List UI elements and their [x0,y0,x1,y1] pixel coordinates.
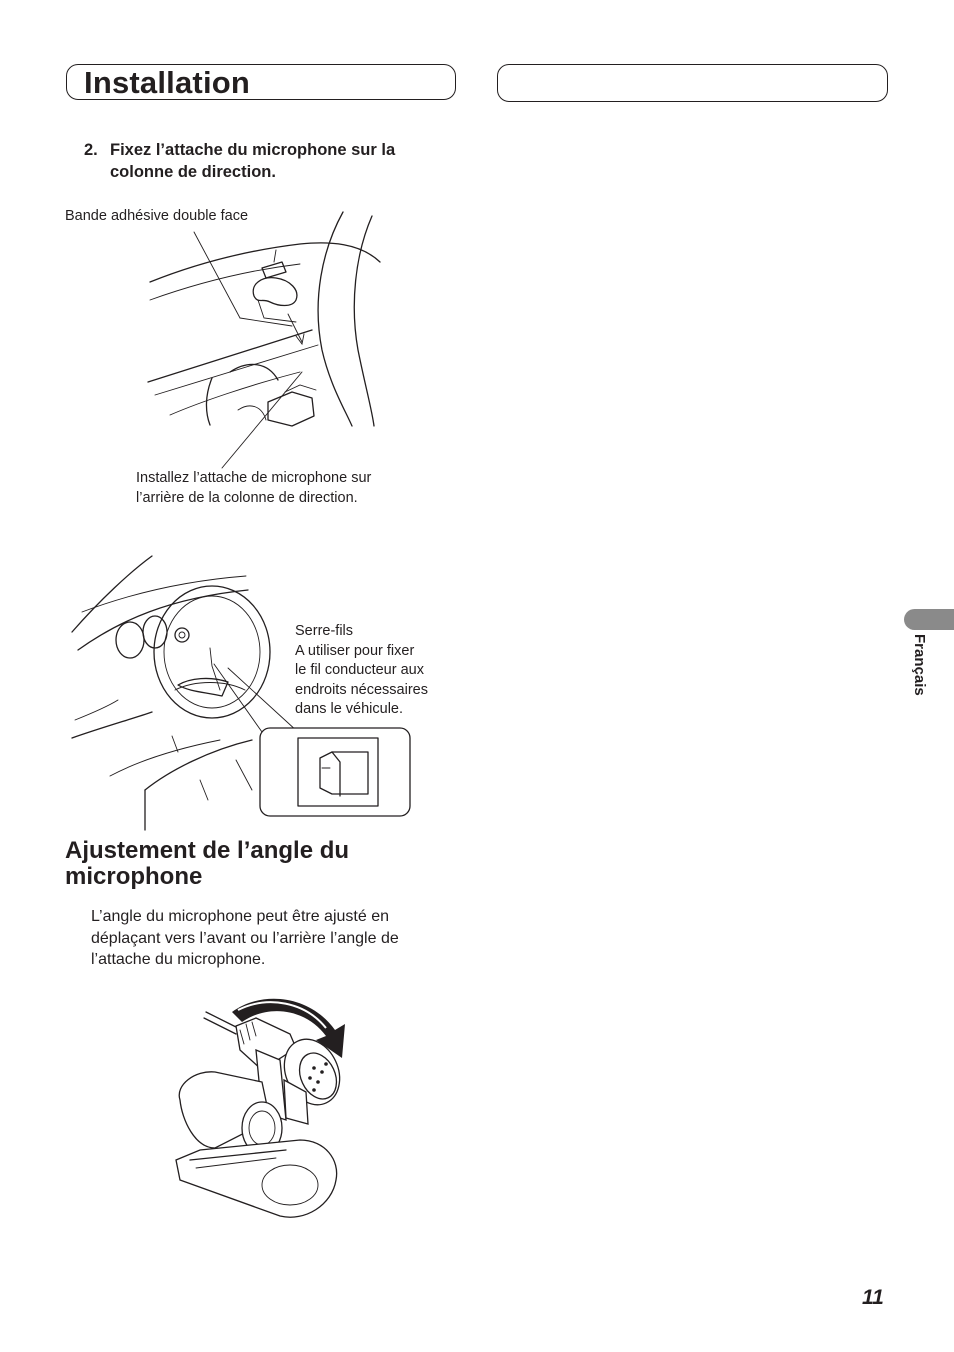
language-label: Français [911,634,928,696]
step-number: 2. [84,141,98,159]
page-title: Installation [84,65,251,100]
language-tab-marker [904,609,954,630]
adjust-angle-heading: Ajustement de l’angle du microphone [65,837,350,890]
step-text: Fixez l’attache du microphone sur la colonne de direction. [110,141,396,181]
label-double-sided-tape: Bande adhésive double face [65,208,249,224]
label-install-instruction: Installez l’attache de microphone sur l’arrière de la colonne de direction. [136,470,372,506]
label-wire-clamp: Serre-fils A utiliser pour fixer le fil conducteur aux endroits nécessaires dans le véhicule. [295,623,428,717]
page-number: 11 [862,1286,884,1309]
adjust-angle-body: L’angle du microphone peut être ajusté en déplaçant vers l’avant ou l’arrière l’angle de l’attache du microphone. [91,908,399,968]
